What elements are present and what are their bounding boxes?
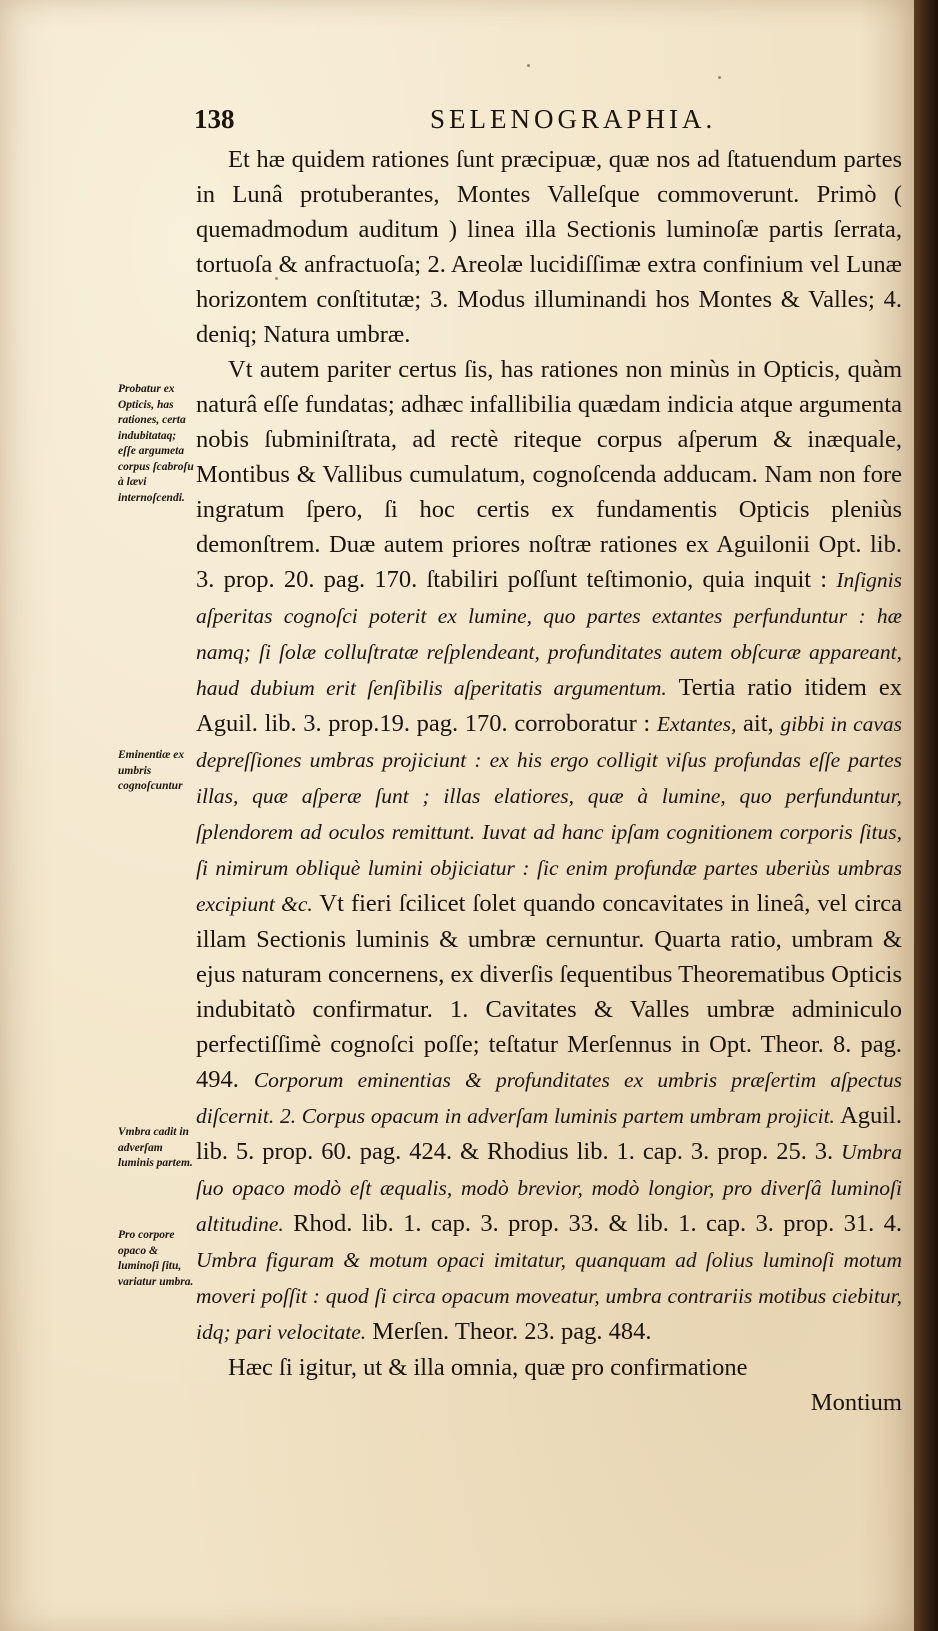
margin-note-umbra-cadit: Vmbra cadit in adverſam luminis partem. [118,1126,193,1169]
page-number: 138 [194,104,235,134]
text-run: ait, [743,710,774,737]
catchword-line [196,1385,902,1420]
catchword: Montium [810,1389,902,1416]
paragraph-3: Hæc ſi igitur, ut & illa omnia, quæ pro confirmatione [228,1354,748,1381]
paper-speck [527,64,530,67]
quotation-aguilonius-1: Inſignis aſperitas cognoſci poterit ex lumine, quo partes extantes perfunduntur : hæ namq; ſi ſolæ colluſtratæ reſplendeant, profunditates autem obſcuræ appareant, haud dubium erit ſenſibilis aſperitatis argumentum. [196,568,903,700]
text-run: Vt autem pariter certus ſis, has rationes non minùs in Opticis, quàm naturâ eſſe fundatas; adhæc infallibilia quædam indicia atque argumenta nobis ſubminiſtrata, ad rectè riteque corpus aſperum & inæquale, Montibus & Vallibus cumulatum, cognoſcenda adducam. Nam non fore ingratum ſpero, ſi hoc certis ex fundamentis Opticis pleniùs demonſtrem. Duæ autem priores noſtræ rationes ex Aguilonii Opt. lib. 3. prop. 20. pag. 170. ſtabiliri poſſunt teſtimonio, quia inquit : [196,356,902,593]
margin-note-probatur: Probatur ex Opticis, has rationes, certa indubitataq; eſſe argumeta corpus ſcabroſu à lævi internoſcendi. [118,383,194,504]
page-header [194,100,874,140]
quotation-rhodius: Umbra ſuo opaco modò eſt æqualis, modò brevior, modò longior, pro diverſâ luminoſi altitudine. [196,1140,902,1236]
text-run: Merſen. Theor. 23. pag. 484. [372,1318,652,1345]
text-run: Vt fieri ſcilicet ſolet quando concavitates in lineâ, vel circa illam Sectionis luminis & umbræ cernuntur. Quarta ratio, umbram & ejus naturam concernens, ex diverſis ſequentibus Theorematibus Opticis indubitatò confirmatur. 1. Cavitates & Valles umbræ adminiculo perfectiſſimè cognoſci poſſe; teſtatur Merſennus in Opt. Theor. 8. pag. 494. [196,890,902,1093]
text-run: Tertia ratio itidem ex Aguil. lib. 3. prop.19. pag. 170. corroboratur : [196,674,903,737]
running-title: SELENOGRAPHIA. [430,104,717,134]
quotation-aguilonius-2: gibbi in cavas depreſſiones umbras projiciunt : ex his ergo colligit viſus profundas eſſe partes illas, quæ aſperæ ſunt ; illas elatiores, quæ à lumine, quo perfunduntur, ſplendorem ad oculos remittunt. Iuvat ad hanc ipſam cognitionem corporis ſitus, ſi nimirum obliquè lumini objiciatur : ſic enim profundæ partes uberiùs umbras excipiunt &c. [196,712,903,916]
margin-note-eminentiae: Eminentiæ ex umbris cognoſcuntur [118,749,185,792]
text-run: Rhod. lib. 1. cap. 3. prop. 33. & lib. 1. cap. 3. prop. 31. 4. [293,1210,902,1237]
paper-speck [718,76,721,79]
text-run: Aguil. lib. 5. prop. 60. pag. 424. & Rhodius lib. 1. cap. 3. prop. 25. 3. [196,1102,902,1165]
paragraph-2 [196,352,902,1350]
paragraph-1: Et hæ quidem rationes ſunt præcipuæ, quæ nos ad ſtatuendum partes in Lunâ protuberantes, Montes Valleſque commoverunt. Primò ( quemadmodum auditum ) linea illa Sectionis luminoſæ partis ſerrata, tortuoſa & anfractuoſa; 2. Areolæ lucidiſſimæ extra confinium vel Lunæ horizontem conſtitutæ; 3. Modus illuminandi hos Montes & Valles; 4. deniq; Natura umbræ. [196,146,902,348]
main-text [196,142,902,1420]
book-binding-edge [914,0,938,1631]
quotation-word: Extantes, [656,712,737,736]
quotation-umbra: Umbra figuram & motum opaci imitatur, quanquam ad ſolius luminoſi motum moveri poſſit : quod ſi circa opacum moveatur, umbra contrariis motibus ciebitur, idq; pari velocitate. [196,1248,902,1344]
quotation-mersennus: Corporum eminentias & profunditates ex umbris præſertim aſpectus diſcernit. 2. Corpus opacum in adverſam luminis partem umbram projicit. [196,1068,902,1128]
margin-note-pro-corpore: Pro corpore opaco & luminoſi ſitu, variatur umbra. [118,1229,194,1288]
